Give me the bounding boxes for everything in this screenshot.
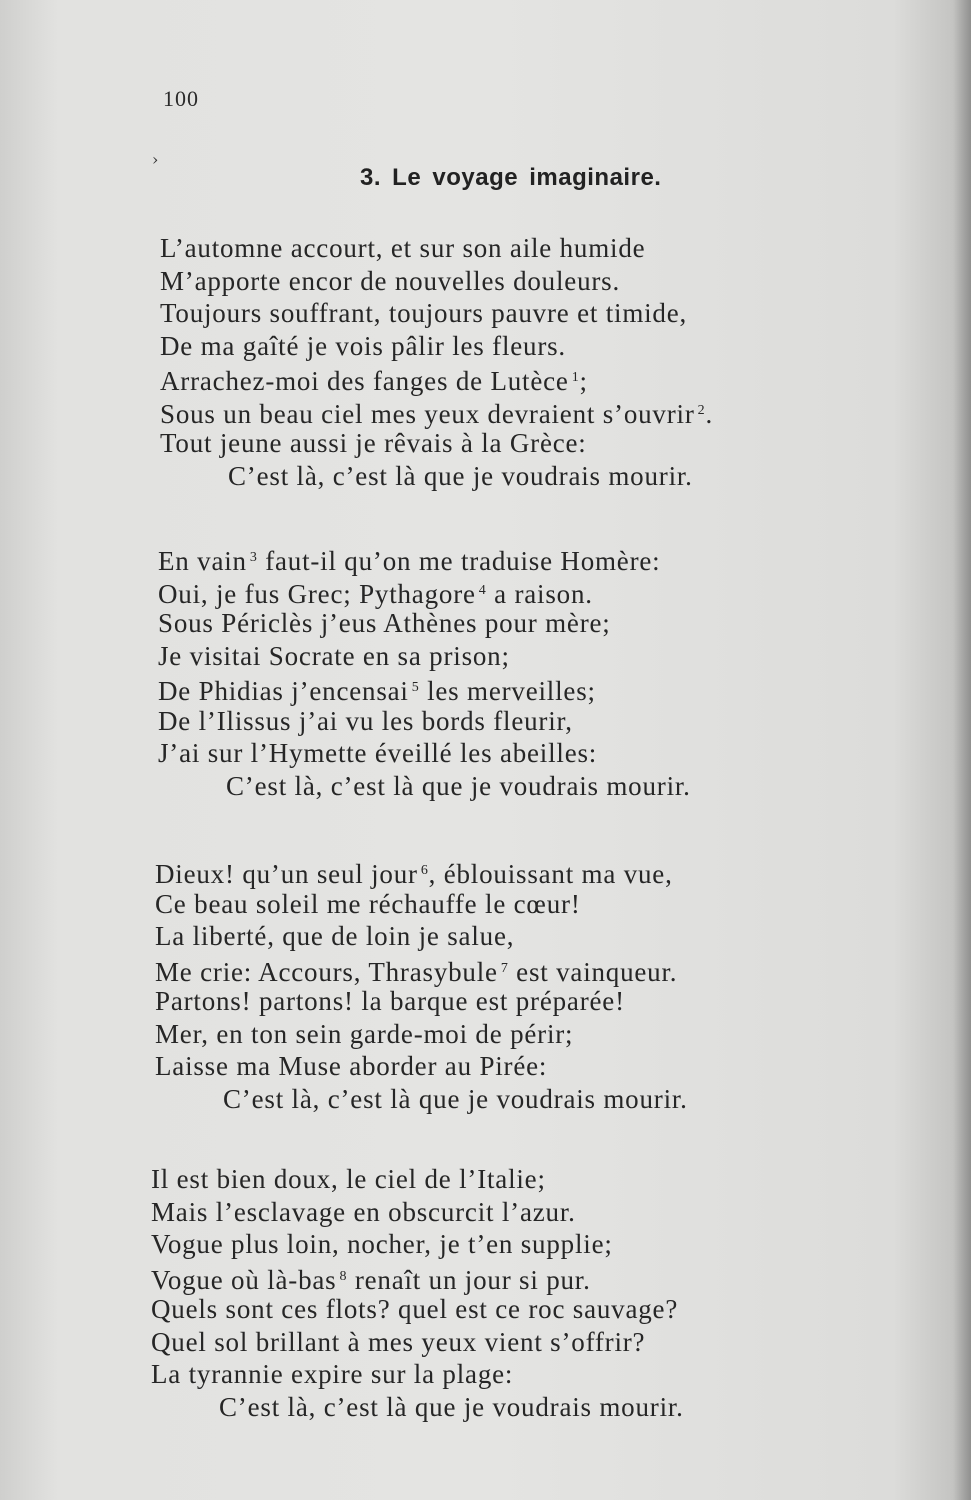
verse-text: L’automne accourt, et sur son aile humide (160, 233, 646, 263)
verse-text-after-note: faut-il qu’on me traduise Homère: (257, 546, 661, 576)
verse-text: Arrachez-moi des fanges de Lutèce (160, 366, 569, 396)
verse-line (151, 1163, 684, 1196)
refrain-line: C’est là, c’est là que je voudrais mourir. (228, 460, 693, 491)
page-edge-shadow (953, 0, 971, 1500)
verse-line (151, 1228, 684, 1261)
verse-line (158, 640, 691, 673)
verse-line (158, 542, 691, 575)
verse-text: Quels sont ces flots? quel est ce roc sauvage? (151, 1294, 679, 1324)
verse-text: Me crie: Accours, Thrasybule (155, 956, 498, 987)
verse-line (158, 575, 691, 608)
verse-text: La liberté, que de loin je salue, (155, 921, 515, 951)
verse-text-after-note: renaît un jour si pur. (347, 1264, 591, 1295)
verse-text-after-note: ; (579, 366, 588, 396)
footnote-marker: 6 (420, 863, 429, 878)
verse-line (158, 607, 691, 640)
verse-line (151, 1261, 684, 1294)
verse-line (155, 920, 688, 953)
footnote-marker: 3 (249, 550, 258, 565)
poem-title: 3. Le voyage imaginaire. (360, 164, 662, 191)
verse-text: La tyrannie expire sur la plage: (151, 1359, 514, 1389)
footnote-marker: 8 (339, 1268, 348, 1284)
verse-line (151, 1293, 684, 1326)
verse-text: Sous Périclès j’eus Athènes pour mère; (158, 608, 611, 638)
verse-line (158, 672, 691, 705)
verse-text: Partons! partons! la barque est préparée! (155, 986, 625, 1016)
verse-text: De Phidias j’encensai (158, 676, 409, 706)
refrain-line: C’est là, c’est là que je voudrais mourir. (219, 1391, 684, 1422)
verse-text: Laisse ma Muse aborder au Pirée: (155, 1051, 548, 1081)
verse-line (160, 395, 713, 428)
verse-line (151, 1358, 684, 1391)
verse-text: Dieux! qu’un seul jour (155, 859, 418, 889)
verse-line (155, 1050, 688, 1083)
verse-text-after-note: est vainqueur. (508, 956, 678, 987)
verse-line (160, 232, 713, 265)
footnote-marker: 2 (697, 402, 706, 418)
verse-line (151, 1196, 684, 1229)
verse-line (151, 1326, 684, 1359)
verse-line (160, 330, 713, 363)
verse-text: Ce beau soleil me réchauffe le cœur! (155, 888, 581, 919)
footnote-marker: 5 (411, 680, 420, 695)
verse-text-after-note: . (705, 398, 713, 429)
verse-line (155, 953, 688, 986)
verse-text: En vain (158, 546, 247, 576)
footnote-marker: 1 (571, 370, 580, 385)
stanza (151, 1163, 684, 1423)
verse-line (155, 985, 688, 1018)
verse-text: J’ai sur l’Hymette éveillé les abeilles: (158, 738, 598, 768)
verse-text: De ma gaîté je vois pâlir les fleurs. (160, 330, 566, 361)
verse-text: Sous un beau ciel mes yeux devraient s’ouvrir (160, 398, 695, 429)
verse-text: Toujours souffrant, toujours pauvre et timide, (160, 298, 688, 328)
stanza (160, 232, 713, 492)
page-number: 100 (163, 86, 199, 111)
verse-text: Mais l’esclavage en obscurcit l’azur. (151, 1196, 576, 1227)
verse-text-after-note: les merveilles; (419, 676, 596, 706)
verse-line (158, 737, 691, 770)
verse-text: Vogue où là-bas (151, 1264, 337, 1295)
verse-line (160, 297, 713, 330)
page-mark: › (152, 150, 159, 169)
stanza (158, 542, 691, 802)
verse-line (155, 888, 688, 921)
verse-text: Il est bien doux, le ciel de l’Italie; (151, 1164, 546, 1194)
verse-line (160, 427, 713, 460)
verse-line (160, 265, 713, 298)
refrain-line: C’est là, c’est là que je voudrais mourir. (223, 1083, 688, 1114)
verse-text: Vogue plus loin, nocher, je t’en supplie; (151, 1229, 613, 1259)
footnote-marker: 4 (478, 582, 487, 598)
verse-text-after-note: , éblouissant ma vue, (428, 859, 673, 889)
verse-text: Tout jeune aussi je rêvais à la Grèce: (160, 428, 587, 458)
verse-text: Quel sol brillant à mes yeux vient s’offrir? (151, 1326, 646, 1357)
verse-line (160, 362, 713, 395)
verse-text: M’apporte encor de nouvelles douleurs. (160, 265, 621, 296)
verse-line (158, 705, 691, 738)
footnote-marker: 7 (500, 960, 509, 976)
verse-line (155, 1018, 688, 1051)
refrain-line: C’est là, c’est là que je voudrais mourir. (226, 770, 691, 801)
verse-line (155, 855, 688, 888)
verse-text: De l’Ilissus j’ai vu les bords fleurir, (158, 705, 573, 736)
stanza (155, 855, 688, 1115)
verse-text-after-note: a raison. (486, 578, 593, 609)
verse-text: Je visitai Socrate en sa prison; (158, 640, 510, 671)
verse-text: Mer, en ton sein garde-moi de périr; (155, 1018, 574, 1049)
verse-text: Oui, je fus Grec; Pythagore (158, 578, 476, 609)
